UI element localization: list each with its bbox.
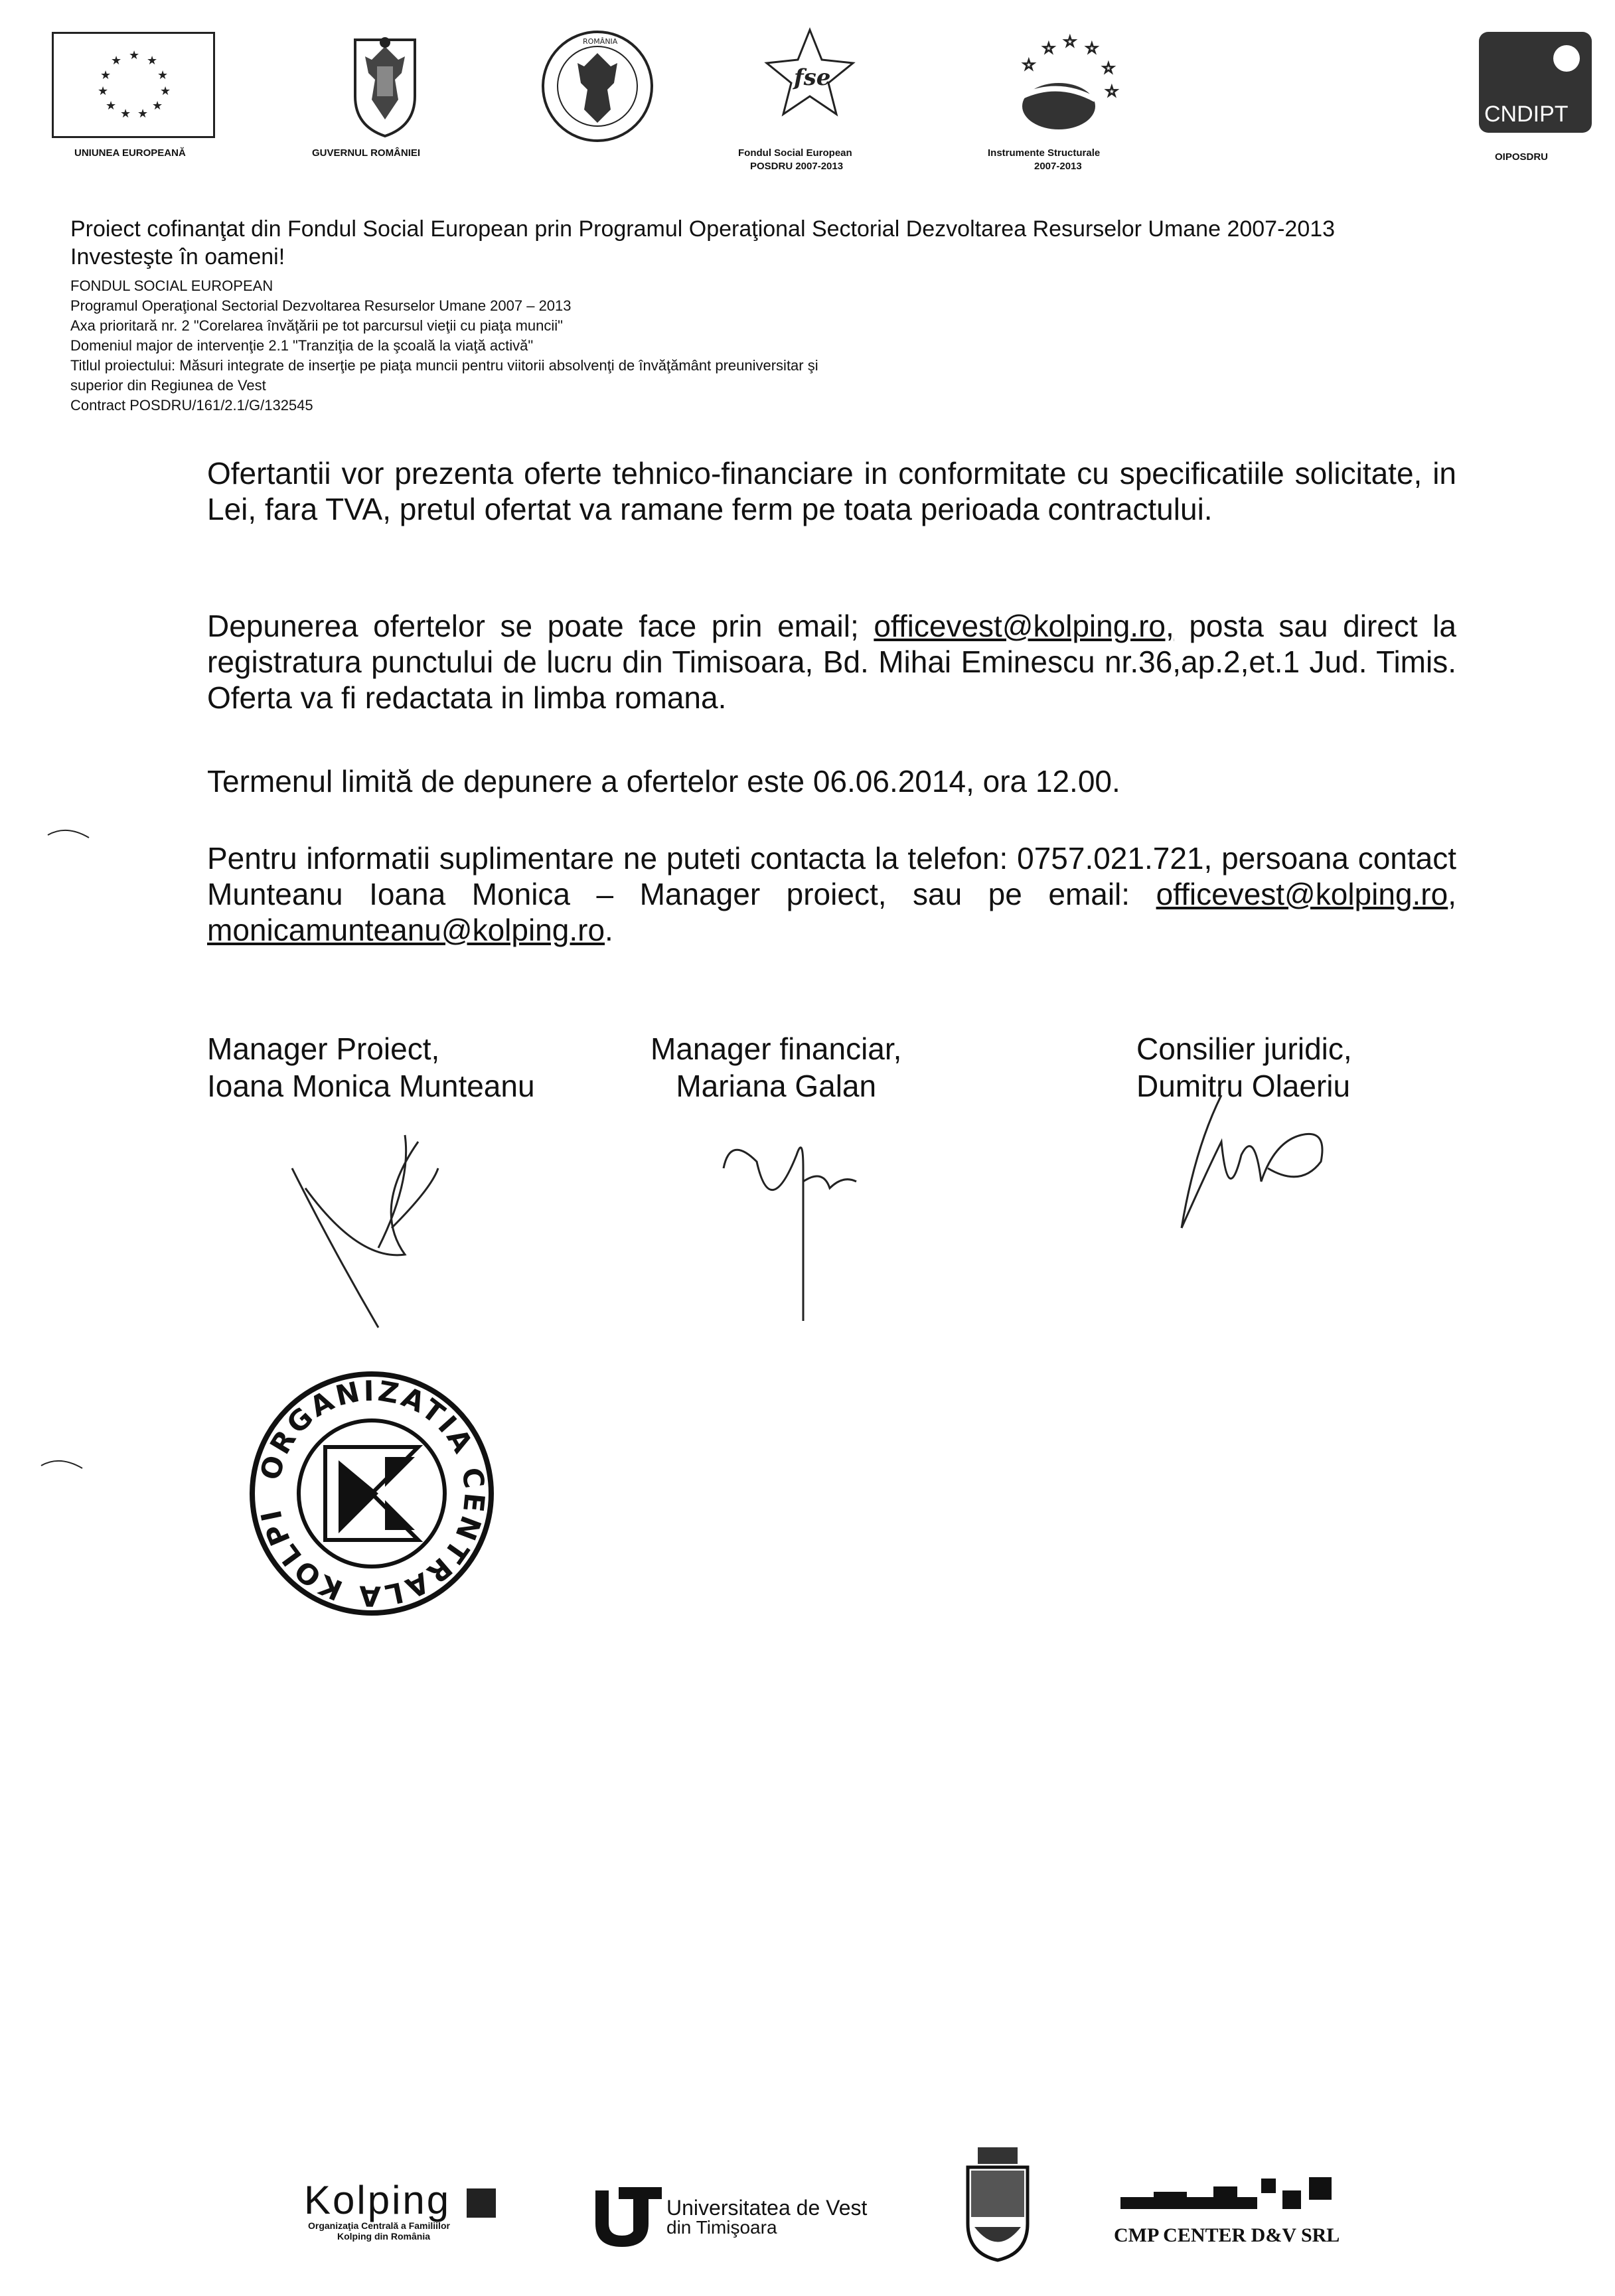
- kolping-square-icon: [467, 2188, 496, 2218]
- detail-line: Axa prioritară nr. 2 "Corelarea învăţării pe tot parcursul vieţii cu piaţa muncii": [70, 317, 563, 334]
- uvt-logo-icon: [592, 2184, 665, 2250]
- kolping-footer-logo: [304, 2177, 496, 2242]
- svg-text:☆: ☆: [1022, 57, 1036, 74]
- contract-number: Contract POSDRU/161/2.1/G/132545: [70, 397, 313, 414]
- uvt-line1: Universitatea de Vest: [666, 2196, 868, 2220]
- signature-name: Mariana Galan: [676, 1069, 877, 1103]
- structural-instruments-icon: [1002, 27, 1135, 143]
- detail-line: FONDUL SOCIAL EUROPEAN: [70, 277, 273, 294]
- romania-coat-of-arms-icon: [345, 27, 425, 143]
- detail-line: Domeniul major de intervenţie 2.1 "Tranziţia de la şcoală la viaţă activă": [70, 337, 534, 354]
- svg-text:☆: ☆: [1042, 40, 1055, 57]
- svg-text:★: ★: [98, 84, 109, 98]
- svg-text:☆: ☆: [1085, 40, 1099, 57]
- svg-text:★: ★: [147, 54, 158, 68]
- contact-paragraph: Pentru informatii suplimentare ne puteti contacta la telefon: 0757.021.721, persoana contact Munteanu Ioana Monica – Manager proiect, sau pe email: officevest@kolping.ro, monicamunteanu@kolping.ro.: [207, 841, 1456, 947]
- detail-line: Titlul proiectului: Măsuri integrate de inserţie pe piaţa muncii pentru viitorii absolvenţi de învăţământ preuniversitar şi: [70, 357, 818, 374]
- cmp-footer-logo: [1114, 2171, 1340, 2247]
- svg-text:★: ★: [106, 99, 117, 113]
- cmp-logo-icon: [1114, 2171, 1340, 2217]
- svg-text:ROMÂNIA: ROMÂNIA: [583, 37, 618, 46]
- signature-block-financial-manager: [651, 1030, 901, 1105]
- svg-text:☆: ☆: [1105, 84, 1118, 100]
- detail-line: superior din Regiunea de Vest: [70, 377, 266, 394]
- signature-role: Consilier juridic,: [1136, 1032, 1352, 1066]
- svg-text:ORGANIZATIA CENTRALA KOLPING R: ORGANIZATIA CENTRALA KOLPI: [254, 1374, 491, 1613]
- fse-logo-icon: [763, 27, 856, 123]
- uvt-line2: din Timişoara: [666, 2217, 777, 2238]
- submission-paragraph: Depunerea ofertelor se poate face prin email; officevest@kolping.ro, posta sau direct la registratura punctului de lucru din Timisoara, Bd. Mihai Eminescu nr.36,ap.2,et.1 Jud. Timis. Oferta va fi redactata in limba romana.: [207, 609, 1456, 715]
- detail-line: Programul Operaţional Sectorial Dezvoltarea Resurselor Umane 2007 – 2013: [70, 297, 572, 314]
- gov-caption: GUVERNUL ROMÂNIEI: [312, 147, 421, 159]
- svg-text:★: ★: [152, 99, 163, 113]
- offer-conditions-paragraph: Ofertantii vor prezenta oferte tehnico-financiare in conformitate cu specificatiile solicitate, in Lei, fara TVA, pretul ofertat va ramane ferm pe toata perioada contractului.: [207, 456, 1456, 526]
- project-cofinancing-line: Proiect cofinanţat din Fondul Social European prin Programul Operaţional Sectorial Dezvoltarea Resurselor Umane 2007-2013: [70, 216, 1336, 242]
- kolping-sub1: Organizaţia Centrală a Familiilor: [308, 2220, 450, 2231]
- signature-name: Ioana Monica Munteanu: [207, 1069, 535, 1103]
- svg-text:fse: fse: [794, 64, 831, 91]
- fse-caption-1: Fondul Social European: [738, 147, 852, 159]
- email-link[interactable]: monicamunteanu@kolping.ro: [207, 913, 605, 947]
- margin-mark: [46, 823, 93, 846]
- handwritten-signature: [1168, 1089, 1341, 1245]
- slogan: Investeşte în oameni!: [70, 244, 285, 269]
- signature-block-project-manager: [207, 1030, 535, 1105]
- signature-role: Manager Proiect,: [207, 1032, 440, 1066]
- svg-text:★: ★: [160, 84, 171, 98]
- svg-text:★: ★: [157, 68, 169, 82]
- fse-caption-2: POSDRU 2007-2013: [750, 161, 844, 172]
- structural-caption-2: 2007-2013: [1034, 161, 1082, 172]
- kolping-sub2: Kolping din România: [337, 2231, 430, 2242]
- svg-text:★: ★: [129, 48, 140, 62]
- margin-mark: [40, 1454, 86, 1477]
- signature-name: Dumitru Olaeriu: [1136, 1069, 1351, 1103]
- romania-ministry-seal-icon: [538, 27, 657, 149]
- cmp-name: CMP CENTER D&V SRL: [1114, 2224, 1340, 2246]
- deadline-paragraph: Termenul limită de depunere a ofertelor este 06.06.2014, ora 12.00.: [207, 764, 1120, 799]
- handwritten-signature: [279, 1128, 465, 1344]
- svg-text:★: ★: [120, 107, 131, 121]
- kolping-stamp-icon: [246, 1367, 498, 1623]
- email-link[interactable]: officevest@kolping.ro,: [874, 609, 1174, 643]
- kolping-name: Kolping: [304, 2178, 451, 2222]
- cndipt-logo-icon: CNDIPT: [1479, 32, 1592, 133]
- handwritten-signature: [710, 1128, 870, 1331]
- city-crest-icon: [961, 2144, 1034, 2267]
- svg-text:★: ★: [111, 54, 122, 68]
- svg-text:★: ★: [137, 107, 149, 121]
- svg-text:★: ★: [100, 68, 112, 82]
- signature-role: Manager financiar,: [651, 1032, 902, 1066]
- eu-caption: UNIUNEA EUROPEANĂ: [74, 147, 186, 159]
- oiposdru-caption: OIPOSDRU: [1495, 151, 1549, 163]
- svg-text:☆: ☆: [1063, 34, 1077, 50]
- email-link[interactable]: officevest@kolping.ro: [1156, 877, 1448, 911]
- svg-text:☆: ☆: [1102, 60, 1115, 77]
- structural-caption-1: Instrumente Structurale: [988, 147, 1101, 159]
- eu-flag-icon: [52, 32, 215, 138]
